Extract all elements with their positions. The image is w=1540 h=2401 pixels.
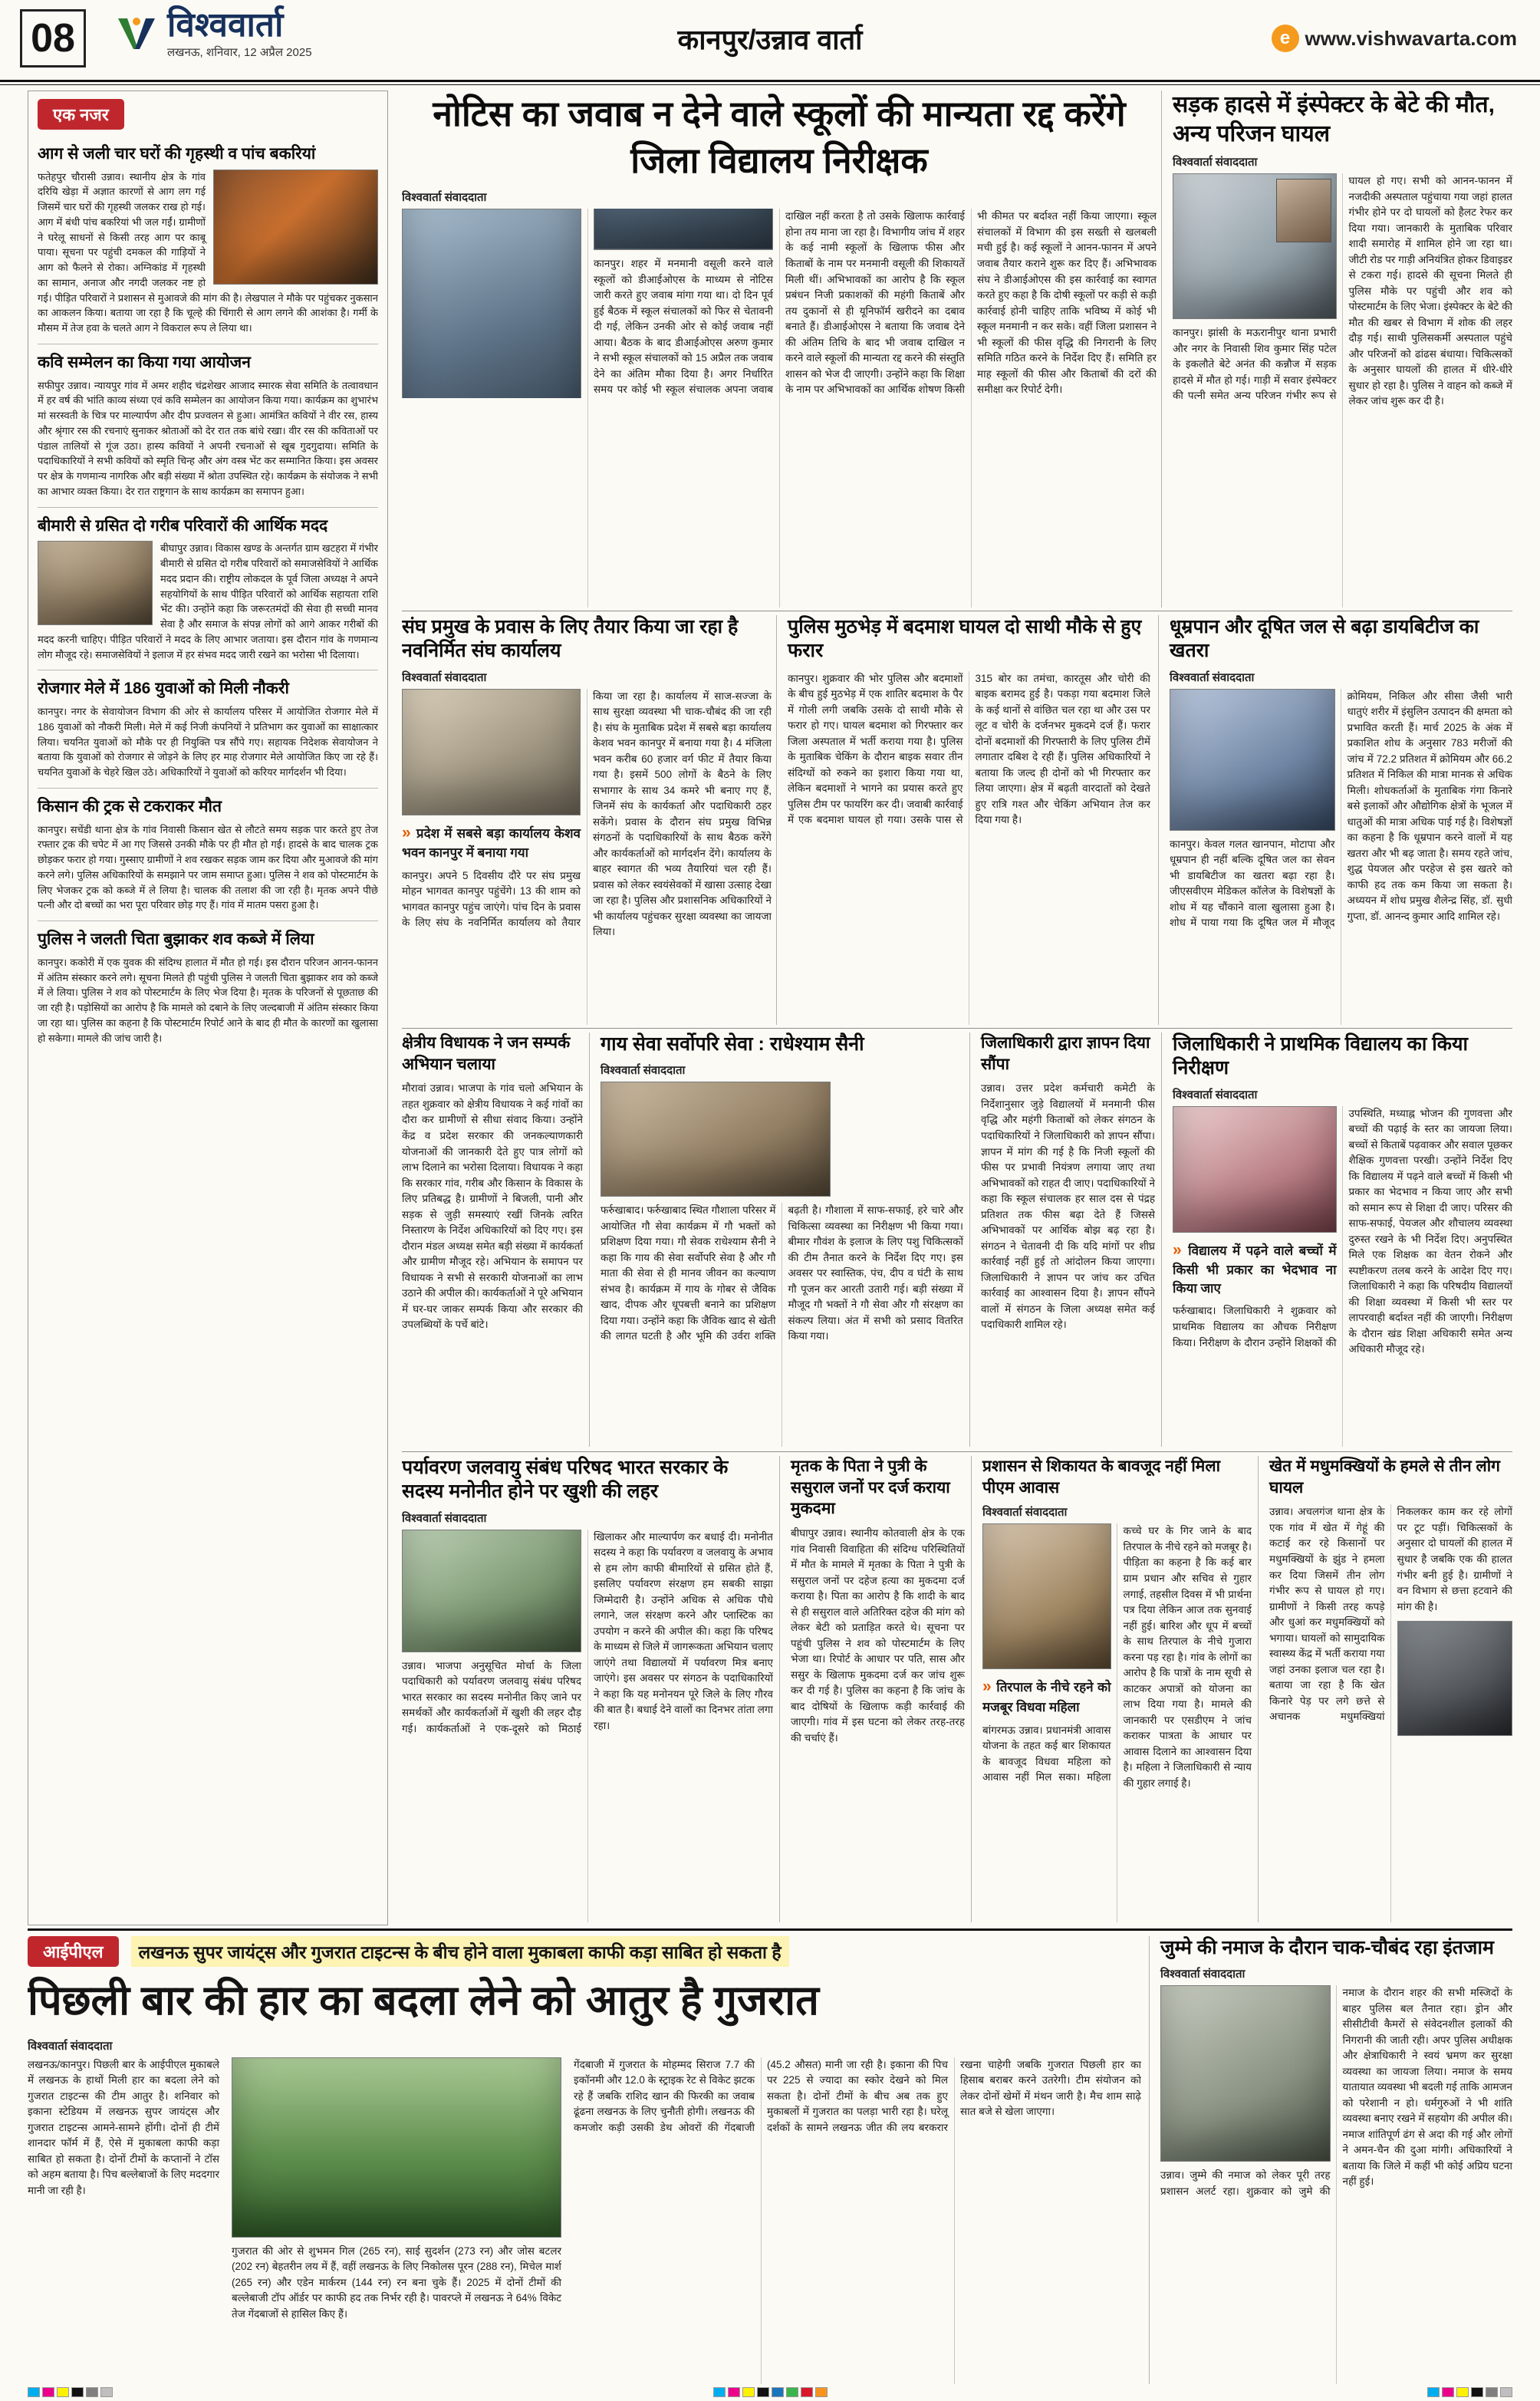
article-inspector-son-accident bbox=[1161, 91, 1512, 608]
edition-line: लखनऊ, शनिवार, 12 अप्रैल 2025 bbox=[167, 46, 312, 60]
article-body bbox=[791, 1526, 965, 1922]
ipl-kicker-label: आईपीएल bbox=[28, 1936, 119, 1967]
article-body bbox=[38, 822, 378, 914]
row-divider bbox=[402, 1451, 1512, 1452]
article-text: उन्नाव। भाजपा अनुसूचित मोर्चा के जिला पदाधिकारी को पर्यावरण जलवायु संबंध परिषद भारत सरकार का सदस्य मनोनीत किए जाने पर समर्थकों और कार्यकर्ताओं में खुशी की लहर दौड़ गई। कार्यकर्ताओं ने एक-दूसरे को मिठाई खिलाकर और माल्यार्पण कर बधाई दी। मनोनीत सदस्य ने कहा कि पर्यावरण व जलवायु के अभाव से हम लोग काफी बीमारियों से ग्रसित होते हैं, इसलिए पर्यावरण संरक्षण हम सबकी साझा जिम्मेदारी है। उन्होंने अधिक से अधिक पौधे लगाने, जल संरक्षण करने और प्लास्टिक का उपयोग न करने की अपील की। कहा कि परिषद के माध्यम से जिले में जागरूकता अभियान चलाए जाएंगे तथा विद्यालयों में पर्यावरण मित्र बनाए जाएंगे। इस अवसर पर संगठन के पदाधिकारियों ने कहा कि यह मनोनयन पूरे जिले के लिए गौरव की बात है। बधाई देने वालों का दिनभर तांता लगा रहा। bbox=[402, 1530, 773, 1734]
color-bar-cluster bbox=[28, 2387, 113, 2397]
article-body bbox=[38, 541, 378, 662]
cricket-stadium-photo bbox=[232, 2057, 561, 2238]
article-text: कानपुर। शहर में मनमानी वसूली करने वाले स्कूलों को डीआईओएस के माध्यम से नोटिस जारी करते हुए जवाब मांगा गया था। दो दिन पूर्व हुई बैठक में स्कूल संचालकों को फिर से चेतावनी दी गई, लेकिन उनकी ओर से कोई जवाब नहीं आया। बैठक के बाद डीआईओएस अरुण कुमार ने सभी स्कूल संचालकों को 15 अप्रैल तक जवाब देने का अंतिम मौका दिया है। अगर निर्धारित समय पर कोई भी स्कूल संचालक अपना जवाब दाखिल नहीं करता है तो उसके खिलाफ कार्रवाई होना तय माना जा रहा है। विभागीय जांच में शहर के कई नामी स्कूलों के खिलाफ फीस और किताबों के नाम पर मनमानी वसूली की शिकायतें मिली थीं। अभिभावकों का आरोप है कि स्कूल प्रबंधन निजी प्रकाशकों की महंगी किताबें और तय दुकानों से ही यूनिफॉर्म खरीदने का दबाव बनाते हैं। डीआईओएस ने बताया कि जवाब देने की अंतिम तिथि के बाद भी जवाब दाखिल न करने वाले स्कूलों की मान्यता रद्द करने की संस्तुति शासन को भेज दी जाएगी। उन्होंने कहा कि शिक्षा के नाम पर अभिभावकों का आर्थिक शोषण किसी भी कीमत पर बर्दाश्त नहीं किया जाएगा। स्कूल संचालकों में विभाग की इस सख्ती से खलबली मची हुई है। कई स्कूलों ने आनन-फानन में अपने जवाब तैयार कराने शुरू कर दिए हैं। अभिभावक संघ ने डीआईओएस की इस कार्रवाई का स्वागत करते हुए कहा है कि दोषी स्कूलों पर कड़ी से कड़ी कार्रवाई होनी चाहिए ताकि भविष्य में कोई भी स्कूल मनमानी न कर सके। वहीं जिला प्रशासन ने भी स्कूलों की फीस वृद्धि की निगरानी के लिए समिति गठित करने के निर्देश दिए हैं। समिति हर माह स्कूलों की फीस और किताबों की दरों की समीक्षा कर रिपोर्ट देगी। bbox=[594, 210, 1157, 396]
article-dowry-case bbox=[779, 1456, 965, 1922]
byline: विश्ववार्ता संवाददाता bbox=[402, 1511, 487, 1525]
victim-portrait-photo bbox=[1276, 179, 1331, 242]
sidebar-article-kavi-sammelan bbox=[38, 344, 378, 499]
article-body bbox=[788, 671, 1150, 1026]
ipl-text-mid: गुजरात की ओर से शुभमन गिल (265 रन), साई सुदर्शन (273 रन) और जोस बटलर (202 रन) बेहतरीन लय में हैं, वहीं लखनऊ के लिए निकोलस पूरन (288 रन), मिचेल मार्श (265 रन) और एडेन मार्करम (144 रन) रन बना चुके हैं। 2025 में दोनों टीमों की बल्लेबाजी टॉप ऑर्डर पर काफी हद तक निर्भर रही है। पावरप्ले में लखनऊ ने 64% विकेट तेज गेंदबाजों से हासिल किए हैं। bbox=[232, 2245, 561, 2320]
sidebar-article-kisan-maut bbox=[38, 788, 378, 913]
gaushala-event-photo bbox=[601, 1082, 831, 1197]
byline: विश्ववार्ता संवाददाता bbox=[1160, 1968, 1245, 1981]
pull-quote: » तिरपाल के नीचे रहने को मजबूर विधवा महिला bbox=[982, 1675, 1111, 1716]
ipl-strapline: लखनऊ सुपर जायंट्स और गुजरात टाइटन्स के बीच होने वाला मुकाबला काफी कड़ा साबित हो सकता है bbox=[131, 1936, 789, 1967]
page-header bbox=[0, 0, 1540, 80]
article-memorandum bbox=[969, 1033, 1155, 1447]
ipl-text-left: लखनऊ/कानपुर। पिछली बार के आईपीएल मुकाबले में लखनऊ के हाथों मिली हार का बदला लेने को गुजरात टाइटन्स की टीम आतुर है। शनिवार को इकाना स्टेडियम में लखनऊ सुपर जायंट्स और गुजरात टाइटन्स आमने-सामने होंगी। दोनों ही टीमें शानदार फॉर्म में हैं, ऐसे में मुकाबला काफी कड़ा साबित हो सकता है। दोनों टीमों के कप्तानों ने टॉस को अहम बताया है। पिच बल्लेबाजों के लिए मददगार मानी जा रही है। bbox=[28, 2058, 219, 2196]
article-headline: खेत में मधुमक्खियों के हमले से तीन लोग घायल bbox=[1269, 1457, 1500, 1497]
article-body bbox=[38, 704, 378, 780]
article-body bbox=[402, 689, 772, 1026]
article-sangh-office bbox=[402, 615, 772, 1025]
byline: विश्ववार्ता संवाददाता bbox=[1173, 156, 1258, 169]
sidebar-article-madad bbox=[38, 507, 378, 663]
article-headline: सड़क हादसे में इंस्पेक्टर के बेटे की मौत, अन्य परिजन घायल bbox=[1173, 92, 1495, 147]
doctor-portrait-photo bbox=[1170, 689, 1335, 831]
ipl-headline: पिछली बार की हार का बदला लेने को आतुर है गुजरात bbox=[28, 1978, 819, 2024]
article-headline: जिलाधिकारी द्वारा ज्ञापन दिया सौंपा bbox=[981, 1034, 1150, 1073]
byline: विश्ववार्ता संवाददाता bbox=[402, 191, 487, 205]
article-headline: पुलिस ने जलती चिता बुझाकर शव कब्जे में लिया bbox=[38, 930, 314, 949]
article-body bbox=[1160, 1985, 1512, 2384]
masthead-brand bbox=[115, 8, 312, 60]
article-headline: कवि सम्मेलन का किया गया आयोजन bbox=[38, 353, 251, 371]
ipl-text-right: गेंदबाजी में गुजरात के मोहम्मद सिराज 7.7 की इकॉनमी और 12.0 के स्ट्राइक रेट से विकेट झटक रहे हैं जबकि राशिद खान की फिरकी का जवाब ढूंढना लखनऊ के लिए चुनौती होगी। लखनऊ की कमजोर कड़ी उसकी डेथ ओवरों की गेंदबाजी (45.2 औसत) मानी जा रही है। इकाना की पिच पर 225 से ज्यादा का स्कोर देखने को मिल सकता है। दोनों टीमों के बीच अब तक हुए मुकाबलों में गुजरात का पलड़ा भारी रहा है। घरेलू दर्शकों के सामने लखनऊ जीत की लय बरकरार रखना चाहेगी जबकि गुजरात पिछली हार का हिसाब बराबर करने उतरेगी। टीम संयोजन को लेकर दोनों खेमों में मंथन जारी है। मैच शाम साढ़े सात बजे से खेला जाएगा। bbox=[574, 2058, 1141, 2133]
article-headline: किसान की ट्रक से टकराकर मौत bbox=[38, 797, 222, 815]
article-diabetes-risk bbox=[1158, 615, 1512, 1025]
epaper-icon: e bbox=[1272, 25, 1299, 52]
article-body bbox=[28, 2057, 1141, 2384]
website-lockup bbox=[1272, 25, 1517, 52]
website-url: www.vishwavarta.com bbox=[1305, 26, 1517, 50]
page-number-box bbox=[20, 9, 86, 68]
article-headline: गाय सेवा सर्वोपरि सेवा : राधेश्याम सैनी bbox=[601, 1033, 864, 1055]
article-headline: मृतक के पिता ने पुत्री के ससुराल जनों पर दर्ज कराया मुकदमा bbox=[791, 1457, 950, 1518]
section-title: कानपुर/उन्नाव वार्ता bbox=[677, 24, 863, 55]
article-body bbox=[402, 1081, 583, 1447]
article-body bbox=[38, 170, 378, 336]
article-body bbox=[1173, 1106, 1512, 1448]
article-text: बीघापुर उन्नाव। स्थानीय कोतवाली क्षेत्र के एक गांव निवासी विवाहिता की संदिग्ध परिस्थितियों में मौत के मामले में मृतका के पिता ने पुत्री के ससुराल जनों पर दहेज हत्या का मुकदमा दर्ज कराया है। पिता का आरोप है कि शादी के बाद से ही ससुराल वाले अतिरिक्त दहेज की मांग को लेकर बेटी को प्रताड़ित करते थे। सूचना पर पहुंची पुलिस ने शव को पोस्टमार्टम के लिए भेजा था। रिपोर्ट के आधार पर पति, सास और ससुर के खिलाफ मुकदमा दर्ज कर जांच शुरू कर दी गई है। पुलिस का कहना है कि जांच के बाद दोषियों के खिलाफ कड़ी कार्रवाई की जाएगी। गांव में इस घटना को लेकर तरह-तरह की चर्चाएं हैं। bbox=[791, 1527, 965, 1744]
article-friday-namaz-security bbox=[1149, 1936, 1512, 2384]
row-divider bbox=[402, 1028, 1512, 1029]
article-headline: रोजगार मेले में 186 युवाओं को मिली नौकरी bbox=[38, 680, 289, 698]
article-environment-council bbox=[402, 1456, 773, 1922]
article-headline: संघ प्रमुख के प्रवास के लिए तैयार किया जा रहा है नवनिर्मित संघ कार्यालय bbox=[402, 616, 739, 662]
vishwavarta-logo-icon bbox=[115, 15, 158, 52]
fire-scene-photo bbox=[213, 170, 378, 285]
sidebar-article-chita bbox=[38, 921, 378, 1046]
article-headline: जिलाधिकारी ने प्राथमिक विद्यालय का किया निरीक्षण bbox=[1173, 1033, 1468, 1079]
pull-quote: » विद्यालय में पढ़ने वाले बच्चों में किसी भी प्रकार का भेदभाव ना किया जाए bbox=[1173, 1239, 1337, 1298]
sidebar-article-fire bbox=[38, 136, 378, 336]
masthead-title: विश्ववार्ता bbox=[167, 6, 284, 44]
field-scene-photo bbox=[1397, 1621, 1513, 1736]
article-pm-awas-complaint bbox=[971, 1456, 1252, 1922]
article-headline: पुलिस मुठभेड़ में बदमाश घायल दो साथी मौके से हुए फरार bbox=[788, 616, 1142, 662]
lead-headline: नोटिस का जवाब न देने वाले स्कूलों की मान्यता रद्द करेंगे जिला विद्यालय निरीक्षक bbox=[433, 94, 1126, 180]
article-dm-school-inspection bbox=[1161, 1033, 1512, 1447]
byline: विश्ववार्ता संवाददाता bbox=[402, 670, 487, 684]
byline: विश्ववार्ता संवाददाता bbox=[1170, 670, 1255, 684]
construction-site-photo bbox=[402, 689, 581, 815]
article-text: बांगरमऊ उन्नाव। प्रधानमंत्री आवास योजना के तहत कई बार शिकायत के बावजूद विधवा महिला को आवास नहीं मिल सका। महिला कच्चे घर के गिर जाने के बाद तिरपाल के नीचे रहने को मजबूर है। पीड़िता का कहना है कि कई बार ग्राम प्रधान और सचिव से गुहार लगाई, तहसील दिवस में भी प्रार्थना पत्र दिया लेकिन आज तक सुनवाई नहीं हुई। बारिश और धूप में बच्चों के साथ तिरपाल के नीचे गुजारा करना पड़ रहा है। गांव के लोगों का आरोप है कि पात्रों के नाम सूची से काटकर अपात्रों को योजना का लाभ दिया गया है। मामले की जानकारी पर एसडीएम ने जांच कराकर पात्रता के आधार पर आवास दिलाने का आश्वासन दिया है। महिला ने जिलाधिकारी से न्याय की गुहार लगाई है। bbox=[982, 1525, 1252, 1789]
article-text: फर्रुखाबाद। जिलाधिकारी ने शुक्रवार को प्राथमिक विद्यालय का औचक निरीक्षण किया। निरीक्षण के दौरान उन्होंने शिक्षकों की उपस्थिति, मध्याह्न भोजन की गुणवत्ता और बच्चों की पढ़ाई के स्तर का जायजा लिया। बच्चों से किताबें पढ़वाकर और सवाल पूछकर शैक्षिक गुणवत्ता परखी। उन्होंने निर्देश दिए कि विद्यालय में पढ़ने वाले बच्चों में किसी भी प्रकार का भेदभाव न किया जाए और सभी को समान रूप से शिक्षा दी जाए। परिसर की साफ-सफाई, पेयजल और शौचालय व्यवस्था दुरुस्त रखने के भी निर्देश दिए। अनुपस्थित मिले एक शिक्षक का वेतन रोकने और स्पष्टीकरण तलब करने के आदेश दिए गए। जिलाधिकारी ने कहा कि परिषदीय विद्यालयों की शिक्षा व्यवस्था में किसी भी स्तर पर लापरवाही बर्दाश्त नहीं की जाएगी। निरीक्षण के दौरान खंड शिक्षा अधिकारी समेत अन्य अधिकारी मौजूद रहे। bbox=[1173, 1107, 1512, 1355]
article-police-encounter bbox=[776, 615, 1150, 1025]
byline: विश्ववार्ता संवाददाता bbox=[1173, 1088, 1258, 1102]
page-number: 08 bbox=[31, 16, 75, 61]
section-divider-thick bbox=[28, 1928, 1512, 1931]
article-body bbox=[1269, 1504, 1512, 1922]
article-text: उन्नाव। उत्तर प्रदेश कर्मचारी कमेटी के निर्देशानुसार जुड़े विद्यालयों में मनमानी फीस वृद्धि और महंगी किताबों को लेकर संगठन के पदाधिकारियों ने जिलाधिकारी को ज्ञापन सौंपा। ज्ञापन में मांग की गई है कि निजी स्कूलों की फीस पर प्रभावी नियंत्रण लगाया जाए तथा अभिभावकों को राहत दी जाए। पदाधिकारियों ने कहा कि स्कूल संचालक हर साल दस से पंद्रह प्रतिशत तक फीस बढ़ा देते हैं जिससे अभिभावकों पर आर्थिक बोझ बढ़ रहा है। संगठन ने चेतावनी दी कि यदि मांगों पर शीघ्र कार्रवाई नहीं हुई तो आंदोलन किया जाएगा। जिलाधिकारी ने ज्ञापन पर जांच कर उचित कार्रवाई का आश्वासन दिया है। ज्ञापन सौंपने वालों में संगठन के जिला अध्यक्ष समेत कई पदाधिकारी शामिल रहे। bbox=[981, 1082, 1155, 1331]
sidebar-article-rojgar-mela bbox=[38, 670, 378, 779]
article-text: कानपुर। अपने 5 दिवसीय दौरे पर संघ प्रमुख मोहन भागवत कानपुर पहुंचेंगे। 13 की शाम को भागवत कानपुर पहुंच जाएंगे। पांच दिन के प्रवास के लिए संघ के नवनिर्मित कार्यालय को तैयार किया जा रहा है। कार्यालय में साज-सज्जा के साथ सुरक्षा व्यवस्था भी चाक-चौबंद की जा रही है। संघ के मुताबिक प्रदेश में सबसे बड़ा कार्यालय केशव भवन कानपुर में बनाया गया है। 4 मंजिला भवन करीब 60 हजार वर्ग फीट में तैयार किया गया है। इसमें 500 लोगों के बैठने के लिए सभागार के साथ 34 कमरे भी बनाए गए हैं, जिनमें संघ के कार्यकर्ता और पदाधिकारी ठहर सकेंगे। प्रवास के दौरान संघ प्रमुख विभिन्न संगठनों के पदाधिकारियों के साथ बैठक करेंगे और कार्यकर्ताओं को मार्गदर्शन देंगे। कार्यालय के बाहर स्वागत की भव्य तैयारियां चल रही हैं। प्रवास को लेकर स्वयंसेवकों में खासा उत्साह देखा जा रहा है। पुलिस और प्रशासनिक अधिकारियों ने भी कार्यालय पहुंचकर सुरक्षा व्यवस्था का जायजा लिया। bbox=[402, 690, 772, 938]
byline: विश्ववार्ता संवाददाता bbox=[601, 1064, 686, 1078]
article-text: कानपुर। ककोरी में एक युवक की संदिग्ध हालात में मौत हो गई। इस दौरान परिजन आनन-फानन में अंतिम संस्कार करने लगे। सूचना मिलते ही पहुंची पुलिस ने जलती चिता बुझाकर शव को कब्जे में ले लिया। पुलिस ने शव को पोस्टमार्टम के लिए भेज दिया है। मृतक के परिजनों से पूछताछ की जा रही है। पड़ोसियों का आरोप है कि मामले को दबाने के लिए जल्दबाजी में अंतिम संस्कार किया जा रहा था। पुलिस का कहना है कि पोस्टमार्टम रिपोर्ट आने के बाद ही मौत के कारणों का खुलासा हो सकेगा। मामले की जांच जारी है। bbox=[38, 956, 378, 1044]
article-text: कानपुर। केवल गलत खानपान, मोटापा और धूम्रपान ही नहीं बल्कि दूषित जल का सेवन भी डायबिटीज का खतरा बढ़ा रहा है। जीएसवीएम मेडिकल कॉलेज के विशेषज्ञों के शोध में यह चौंकाने वाला खुलासा हुआ है। शोध में पाया गया कि दूषित जल में मौजूद क्रोमियम, निकिल और सीसा जैसी भारी धातुएं शरीर में इंसुलिन उत्पादन की क्षमता को प्रभावित करती हैं। मार्च 2025 के अंक में प्रकाशित शोध के अनुसार 783 मरीजों की जांच में 72.2 प्रतिशत में क्रोमियम और 66.2 प्रतिशत में निकिल की मात्रा मानक से अधिक मिली। शोधकर्ताओं के मुताबिक गंगा किनारे बसे इलाकों और औद्योगिक क्षेत्रों के भूजल में धातुओं की मात्रा अधिक पाई गई है। विशेषज्ञों का कहना है कि धूम्रपान करने वालों में यह खतरा और भी बढ़ जाता है। समय रहते जांच, शुद्ध पेयजल और परहेज से इस खतरे को काफी हद तक कम किया जा सकता है। अध्ययन में शोध प्रमुख शैलेन्द्र सिंह, डॉ. सुधी गुप्ता, डॉ. आनन्द कुमार आदि शामिल रहे। bbox=[1170, 690, 1512, 929]
article-body bbox=[981, 1081, 1155, 1447]
article-body bbox=[38, 378, 378, 499]
ek-najar-label: एक नजर bbox=[38, 99, 124, 130]
article-text: बीघापुर उन्नाव। विकास खण्ड के अन्तर्गत ग्राम खटहरा में गंभीर बीमारी से ग्रसित दो गरीब परिवारों को समाजसेवियों ने आर्थिक मदद प्रदान की। राष्ट्रीय लोकदल के पूर्व जिला अध्यक्ष ने अपने सहयोगियों के साथ पीड़ित परिवारों को आर्थिक सहायता राशि भेंट की। उन्होंने कहा कि जरूरतमंदों की सेवा ही सच्ची मानव सेवा है और समाज के संपन्न लोगों को आगे आकर गरीबों की मदद करनी चाहिए। पीड़ित परिवारों ने मदद के लिए आभार जताया। इस दौरान गांव के गणमान्य लोग मौजूद रहे। समाजसेवियों ने इलाज में हर संभव मदद जारी रखने का भरोसा भी दिलाया। bbox=[38, 542, 378, 660]
article-body bbox=[38, 955, 378, 1046]
article-text: फर्रुखाबाद। फर्रुखाबाद स्थित गौशाला परिसर में आयोजित गौ सेवा कार्यक्रम में गौ भक्तों को प्रशिक्षण दिया गया। गौ सेवक राधेश्याम सैनी ने कहा कि गाय की सेवा सर्वोपरि सेवा है और गौ माता की सेवा से ही मानव जीवन का कल्याण संभव है। कार्यक्रम में गाय के गोबर से जैविक खाद, दीपक और धूपबत्ती बनाने का प्रशिक्षण दिया गया। उन्होंने कहा कि जैविक खाद से खेती की लागत घटती है और भूमि की उर्वरा शक्ति बढ़ती है। गौशाला में साफ-सफाई, हरे चारे और चिकित्सा व्यवस्था का निरीक्षण भी किया गया। बीमार गौवंश के इलाज के लिए पशु चिकित्सकों की टीम तैनात करने के निर्देश दिए गए। इस अवसर पर स्वास्तिक, पंच, दीप व घंटी के साथ गौ पूजन कर आरती उतारी गई। बड़ी संख्या में मौजूद गौ भक्तों ने गौ सेवा और गौ संरक्षण का संकल्प लिया। अंत में सभी को प्रसाद वितरित किया गया। bbox=[601, 1204, 963, 1342]
article-headline: क्षेत्रीय विधायक ने जन सम्पर्क अभियान चलाया bbox=[402, 1034, 571, 1073]
article-bee-attack bbox=[1258, 1456, 1512, 1922]
print-registration-marks bbox=[28, 2387, 1512, 2397]
article-text: उन्नाव। जुम्मे की नमाज को लेकर पूरी तरह प्रशासन अलर्ट रहा। शुक्रवार को जुमे की नमाज के दौरान शहर की सभी मस्जिदों के बाहर पुलिस बल तैनात रहा। ड्रोन और सीसीटीवी कैमरों से संवेदनशील इलाकों की निगरानी की जाती रही। अपर पुलिस अधीक्षक और क्षेत्राधिकारी ने स्वयं भ्रमण कर सुरक्षा व्यवस्था का जायजा लिया। नमाज के समय यातायात व्यवस्था भी बदली गई ताकि आमजन को परेशानी न हो। धर्मगुरुओं ने भी शांति व्यवस्था बनाए रखने में सहयोग की अपील की। नमाज शांतिपूर्ण ढंग से अदा की गई और लोगों ने अमन-चैन की दुआ मांगी। अधिकारियों ने बताया कि जिले में कहीं भी कोई अप्रिय घटना नहीं हुई। bbox=[1160, 1987, 1512, 2197]
school-function-photo bbox=[1173, 1106, 1337, 1233]
ipl-middle-column bbox=[232, 2057, 561, 2384]
ipl-article bbox=[28, 1936, 1141, 2384]
article-body bbox=[402, 1530, 773, 1923]
article-text: उन्नाव। अचलगंज थाना क्षेत्र के एक गांव में खेत में गेहूं की कटाई कर रहे किसानों पर मधुमक्खियों के झुंड ने हमला कर दिया जिसमें तीन लोग गंभीर रूप से घायल हो गए। ग्रामीणों ने किसी तरह कपड़े और धुआं कर मधुमक्खियों को भगाया। घायलों को सामुदायिक स्वास्थ्य केंद्र में भर्ती कराया गया जहां उनका इलाज चल रहा है। बताया जा रहा है कि खेत किनारे पेड़ पर लगे छत्ते से अचानक मधुमक्खियां निकलकर काम कर रहे लोगों पर टूट पड़ीं। चिकित्सकों के अनुसार दो घायलों की हालत में सुधार है जबकि एक की हालत गंभीर बनी हुई है। ग्रामीणों ने वन विभाग से छत्ता हटवाने की मांग की है। bbox=[1269, 1506, 1512, 1723]
felicitation-group-photo bbox=[402, 1530, 581, 1652]
article-text: सफीपुर उन्नाव। न्यायपुर गांव में अमर शहीद चंद्रशेखर आजाद स्मारक सेवा समिति के तत्वावधान में हर वर्ष की भांति काव्य संध्या एवं कवि सम्मेलन का आयोजन किया गया। कार्यक्रम का शुभारंभ मां सरस्वती के चित्र पर माल्यार्पण और दीप प्रज्वलन से हुआ। आमंत्रित कवियों ने वीर रस, हास्य और श्रृंगार रस की रचनाएं सुनाकर श्रोताओं को देर रात तक बांधे रखा। वीर रस की कविताओं पर पंडाल तालियों से गूंज उठा। हास्य कवियों ने अपनी रचनाओं से खूब गुदगुदाया। समिति के पदाधिकारियों ने सभी कवियों को स्मृति चिन्ह और अंग वस्त्र भेंट कर सम्मानित किया। इस अवसर पर क्षेत्र के गणमान्य नागरिक और बड़ी संख्या में श्रोता उपस्थित रहे। कार्यक्रम के संयोजक ने सभी का आभार व्यक्त किया। देर रात राष्ट्रगान के साथ कार्यक्रम का समापन हुआ। bbox=[38, 379, 378, 497]
header-rule bbox=[0, 80, 1540, 85]
article-body bbox=[1173, 173, 1512, 608]
article-headline: पर्यावरण जलवायु संबंध परिषद भारत सरकार के सदस्य मनोनीत होने पर खुशी की लहर bbox=[402, 1457, 729, 1503]
article-cow-service bbox=[589, 1033, 963, 1447]
color-bar-cluster bbox=[1427, 2387, 1512, 2397]
article-text: कानपुर। शुक्रवार की भोर पुलिस और बदमाशों के बीच हुई मुठभेड़ में एक शातिर बदमाश के पैर में गोली लगी जबकि उसके दो साथी मौके से फरार हो गए। घायल बदमाश को गिरफ्तार कर जिला अस्पताल में भर्ती कराया गया है। पुलिस के मुताबिक चेकिंग के दौरान बाइक सवार तीन संदिग्धों को रुकने का इशारा किया गया था, लेकिन बदमाशों ने भागने का प्रयास करते हुए पुलिस टीम पर फायरिंग कर दी। जवाबी कार्रवाई में एक बदमाश घायल हो गया। उसके पास से 315 बोर का तमंचा, कारतूस और चोरी की बाइक बरामद हुई है। पकड़ा गया बदमाश जिले के कई थानों से वांछित चल रहा था और उस पर लूट व चोरी के दर्जनभर मुकदमे दर्ज हैं। फरार दोनों बदमाशों की गिरफ्तारी के लिए पुलिस टीमें लगातार दबिश दे रही हैं। पुलिस अधिकारियों ने बताया कि जल्द ही दोनों को भी गिरफ्तार कर लिया जाएगा। क्षेत्र में बढ़ती वारदातों को देखते हुए रात्रि गश्त और चेकिंग अभियान तेज कर दिया गया है। bbox=[788, 672, 1150, 826]
article-body bbox=[601, 1203, 963, 1447]
article-text: फतेहपुर चौरासी उन्नाव। स्थानीय क्षेत्र के गांव दरियि खेड़ा में अज्ञात कारणों से आग लग गई जिसमें चार घरों की गृहस्थी जलकर राख हो गई। आग में बंधी पांच बकरियां भी जल गईं। ग्रामीणों ने घरेलू साधनों से किसी तरह आग पर काबू पाया। सूचना पर पहुंची दमकल की गाड़ियों ने आग को फैलने से रोका। अग्निकांड में गृहस्थी का सामान, अनाज और नगदी जलकर नष्ट हो गई। पीड़ित परिवारों ने प्रशासन से मुआवजे की मांग की है। लेखपाल ने मौके पर पहुंचकर नुकसान का आकलन किया। बताया जा रहा है कि चूल्हे की चिंगारी से आग लगने की आशंका है। गर्मी के मौसम में तेज हवा के चलते आग ने विकराल रूप ले लिया था। bbox=[38, 170, 378, 334]
police-patrol-photo bbox=[1160, 1985, 1331, 2162]
article-body bbox=[402, 209, 1157, 608]
aid-group-photo bbox=[38, 541, 153, 625]
widow-woman-photo bbox=[982, 1523, 1111, 1669]
byline: विश्ववार्ता संवाददाता bbox=[982, 1506, 1068, 1520]
article-mla-campaign bbox=[402, 1033, 583, 1447]
article-headline: बीमारी से ग्रसित दो गरीब परिवारों की आर्थिक मदद bbox=[38, 516, 328, 535]
byline: विश्ववार्ता संवाददाता bbox=[28, 2039, 113, 2053]
article-headline: जुम्मे की नमाज के दौरान चाक-चौबंद रहा इंतजाम bbox=[1160, 1937, 1494, 1958]
color-bar-cluster bbox=[713, 2387, 828, 2397]
article-headline: प्रशासन से शिकायत के बावजूद नहीं मिला पीएम आवास bbox=[982, 1457, 1221, 1497]
article-text: कानपुर। नगर के सेवायोजन विभाग की ओर से कार्यालय परिसर में आयोजित रोजगार मेले में 186 युवाओं को नौकरी मिली। मेले में कई निजी कंपनियों ने प्रतिभाग कर युवाओं का साक्षात्कार लिया। चयनित युवाओं को मौके पर ही नियुक्ति पत्र सौंपे गए। सहायक निदेशक सेवायोजन ने बताया कि युवाओं को रोजगार से जोड़ने के लिए हर माह रोजगार मेले आयोजित किए जा रहे हैं। चयनित युवाओं के चेहरे खिल उठे। अधिकारियों ने युवाओं को करियर मार्गदर्शन भी दिया। bbox=[38, 706, 378, 779]
pull-quote: » प्रदेश में सबसे बड़ा कार्यालय केशव भवन कानपुर में बनाया गया bbox=[402, 822, 581, 862]
article-headline: धूम्रपान और दूषित जल से बढ़ा डायबिटीज का खतरा bbox=[1170, 616, 1479, 662]
article-headline: आग से जली चार घरों की गृहस्थी व पांच बकरियां bbox=[38, 145, 316, 163]
article-text: मौरावां उन्नाव। भाजपा के गांव चलो अभियान के तहत शुक्रवार को क्षेत्रीय विधायक ने कई गांवों का दौरा कर ग्रामीणों से सीधा संवाद किया। उन्होंने केंद्र व प्रदेश सरकार की जनकल्याणकारी योजनाओं की जानकारी देते हुए पात्र लोगों को लाभ दिलाने का भरोसा दिलाया। विधायक ने कहा कि सरकार गांव, गरीब और किसान के विकास के लिए प्रतिबद्ध है। ग्रामीणों ने बिजली, पानी और सड़क से जुड़ी समस्याएं रखीं जिनके त्वरित निस्तारण के निर्देश अधिकारियों को दिए गए। इस दौरान मंडल अध्यक्ष समेत बड़ी संख्या में कार्यकर्ता और ग्रामीण मौजूद रहे। अभियान के समापन पर विधायक ने सभी से सरकारी योजनाओं का लाभ उठाने की अपील की। कार्यकर्ताओं ने पूरे अभियान में घर-घर जाकर सम्पर्क किया और सरकार की उपलब्धियों के पर्चे बांटे। bbox=[402, 1082, 583, 1331]
article-body bbox=[982, 1523, 1252, 1922]
ek-najar-sidebar bbox=[28, 91, 388, 1925]
lead-article-school-recognition bbox=[402, 91, 1157, 608]
accident-car-photo bbox=[1173, 173, 1337, 319]
article-body bbox=[1170, 689, 1512, 1026]
article-text: कानपुर। झांसी के मऊरानीपुर थाना प्रभारी और नगर के निवासी शिव कुमार सिंह पटेल के इकलौते बेटे अनंत की कन्नौज में सड़क हादसे में मौत हो गई। गाड़ी में सवार इंस्पेक्टर की पत्नी समेत अन्य परिजन गंभीर रूप से घायल हो गए। सभी को आनन-फानन में नजदीकी अस्पताल पहुंचाया गया जहां हालत गंभीर होने पर दो घायलों को हैलट रेफर कर दिया गया। जानकारी के मुताबिक परिवार शादी समारोह में शामिल होने जा रहा था। जीटी रोड पर गाड़ी अनियंत्रित होकर डिवाइडर से टकरा गई। हादसे की सूचना मिलते ही पुलिस मौके पर पहुंची और शव को पोस्टमार्टम के लिए भेजा। इंस्पेक्टर के बेटे की मौत की खबर से विभाग में शोक की लहर दौड़ गई। साथी पुलिसकर्मी अस्पताल पहुंचे और परिजनों को ढांढस बंधाया। चिकित्सकों के अनुसार घायलों की हालत में धीरे-धीरे सुधार हो रहा है। पुलिस ने वाहन को कब्जे में लेकर जांच शुरू कर दी है। bbox=[1173, 175, 1512, 407]
article-text: कानपुर। सचेंडी थाना क्षेत्र के गांव निवासी किसान खेत से लौटते समय सड़क पार करते हुए तेज रफ्तार ट्रक की चपेट में आ गए जिससे उनकी मौके पर ही मौत हो गई। हादसे के बाद चालक ट्रक छोड़कर फरार हो गया। गुस्साए ग्रामीणों ने शव रखकर सड़क जाम कर दिया और मुआवजे की मांग करने लगे। पुलिस अधिकारियों के समझाने पर जाम समाप्त हुआ। पुलिस ने शव को पोस्टमार्टम के लिए भेजकर ट्रक को कब्जे में ले लिया है। चालक की तलाश की जा रही है। मृतक अपने पीछे पत्नी और दो बच्चों का भरा पूरा परिवार छोड़ गए हैं। गांव में मातम पसरा हुआ है। bbox=[38, 823, 378, 911]
